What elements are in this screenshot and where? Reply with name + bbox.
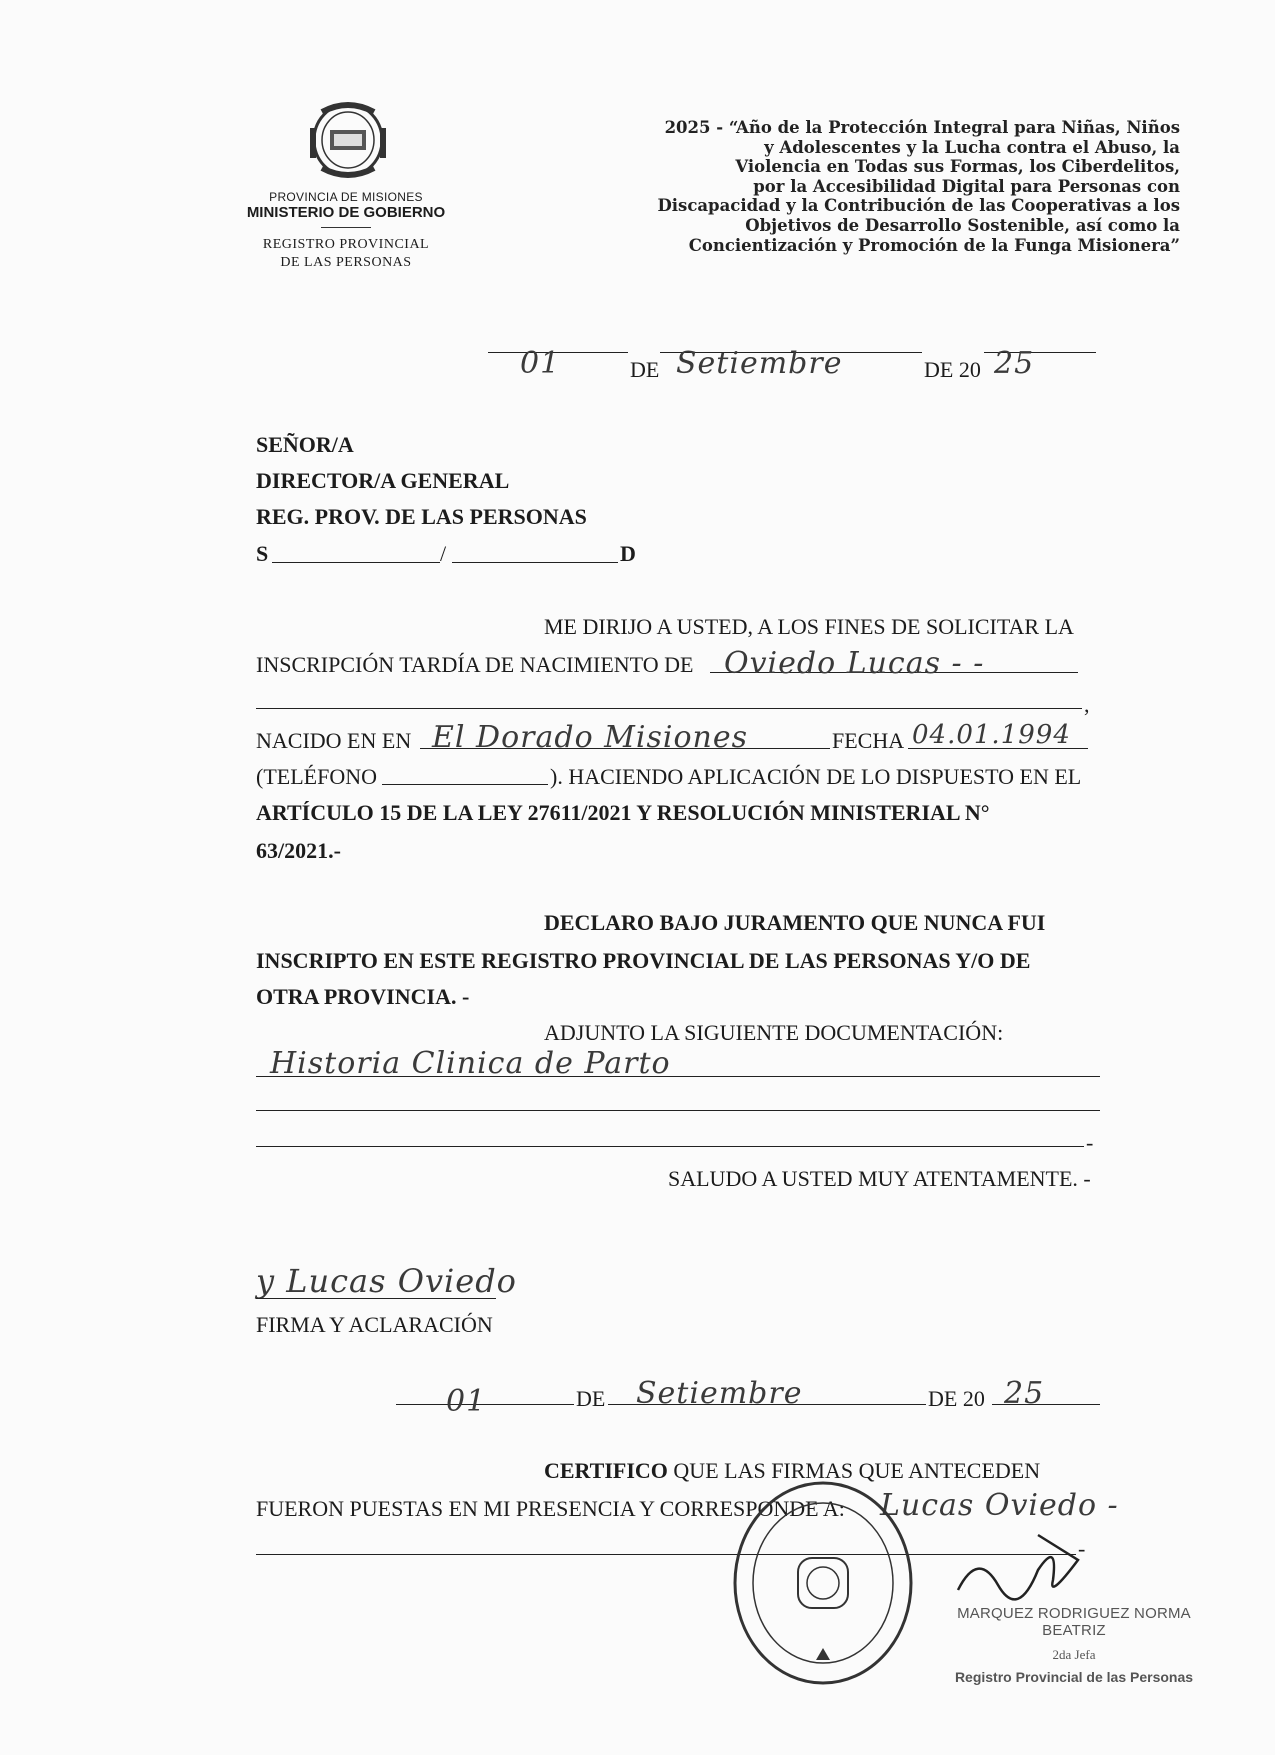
motto-line: Violencia en Todas sus Formas, los Ciberdelitos, <box>735 157 1180 177</box>
attach-label: ADJUNTO LA SIGUIENTE DOCUMENTACIÓN: <box>544 1020 1004 1045</box>
addressee-slash: / <box>440 541 447 566</box>
motto-line: Concientización y Promoción de la Funga Misionera” <box>688 235 1180 255</box>
phone-tail: ). HACIENDO APLICACIÓN DE LO DISPUESTO EN EL <box>550 764 1082 789</box>
declaration-line1: DECLARO BAJO JURAMENTO QUE NUNCA FUI <box>544 910 1046 935</box>
year-motto <box>540 118 1180 255</box>
certify-word: CERTIFICO <box>544 1458 668 1483</box>
certify-line2: FUERON PUESTAS EN MI PRESENCIA Y CORRESPONDE A: <box>256 1496 845 1521</box>
date1-month: Setiembre <box>676 346 843 381</box>
date2-day: 01 <box>446 1384 487 1419</box>
name-comma: , <box>1084 692 1090 717</box>
addressee-blank-1[interactable] <box>272 562 440 563</box>
declaration-line2: INSCRIPTO EN ESTE REGISTRO PROVINCIAL DE LAS PERSONAS Y/O DE <box>256 948 1031 973</box>
addressee-d: D <box>620 541 636 566</box>
official-signature-icon <box>948 1530 1098 1610</box>
org-ministry: MINISTERIO DE GOBIERNO <box>246 204 446 221</box>
stamp-text <box>736 1640 772 1641</box>
born-value: El Dorado Misiones <box>432 720 749 755</box>
official-name: MARQUEZ RODRIGUEZ NORMA BEATRIZ <box>957 1605 1191 1639</box>
certify-dash: - <box>1078 1536 1086 1561</box>
attach-line-3[interactable] <box>256 1146 1084 1147</box>
official-stamp-icon <box>728 1478 918 1688</box>
name-continuation-line[interactable] <box>256 708 1082 709</box>
fecha-label: FECHA <box>832 728 905 753</box>
certify-rest: QUE LAS FIRMAS QUE ANTECEDEN <box>667 1458 1041 1483</box>
name-value: Oviedo Lucas - - <box>724 646 985 681</box>
signature-label: FIRMA Y ACLARACIÓN <box>256 1312 493 1337</box>
motto-line: Discapacidad y la Contribución de las Cooperativas a los <box>657 196 1180 216</box>
certify-value: Lucas Oviedo - <box>880 1488 1119 1523</box>
fecha-value: 04.01.1994 <box>912 720 1071 750</box>
motto-line: 2025 - “Año de la Protección Integral para Niñas, Niños <box>664 118 1180 137</box>
org-registry-2: DE LAS PERSONAS <box>280 255 412 270</box>
attach-line-2[interactable] <box>256 1110 1100 1111</box>
attach-value: Historia Clinica de Parto <box>270 1046 671 1081</box>
date1-year: 25 <box>994 346 1035 381</box>
header-divider <box>321 227 371 228</box>
closing: SALUDO A USTED MUY ATENTAMENTE. - <box>668 1166 1091 1191</box>
header-organization <box>226 190 466 272</box>
addressee-line2: DIRECTOR/A GENERAL <box>256 468 510 493</box>
law-line2: 63/2021.- <box>256 838 341 863</box>
request-line1: ME DIRIJO A USTED, A LOS FINES DE SOLICITAR LA <box>544 614 1074 639</box>
date1-de-year: DE 20 <box>924 357 981 382</box>
official-office: Registro Provincial de las Personas <box>954 1669 1194 1685</box>
applicant-signature: y Lucas Oviedo <box>256 1262 517 1300</box>
declaration-line3: OTRA PROVINCIA. - <box>256 984 470 1009</box>
attach-dash: - <box>1086 1130 1094 1155</box>
date1-de: DE <box>630 357 660 382</box>
org-province: PROVINCIA DE MISIONES <box>269 190 423 204</box>
date1-day: 01 <box>520 346 561 381</box>
date2-month: Setiembre <box>636 1376 803 1411</box>
addressee-line1: SEÑOR/A <box>256 432 354 457</box>
motto-line: por la Accesibilidad Digital para Personas con <box>753 176 1180 196</box>
motto-line: Objetivos de Desarrollo Sostenible, así como la <box>745 215 1180 235</box>
addressee-blank-2[interactable] <box>452 562 618 563</box>
request-line2: INSCRIPCIÓN TARDÍA DE NACIMIENTO DE <box>256 652 694 677</box>
official-role: 2da Jefa <box>1052 1647 1096 1662</box>
addressee-line3: REG. PROV. DE LAS PERSONAS <box>256 504 587 529</box>
date2-year: 25 <box>1004 1376 1045 1411</box>
signature-line[interactable] <box>256 1298 496 1299</box>
date2-de-year: DE 20 <box>928 1386 985 1411</box>
org-registry-1: REGISTRO PROVINCIAL <box>262 237 430 252</box>
motto-line: y Adolescentes y la Lucha contra el Abuso, la <box>764 137 1180 157</box>
phone-line[interactable] <box>382 784 548 785</box>
law-line1: ARTÍCULO 15 DE LA LEY 27611/2021 Y RESOLUCIÓN MINISTERIAL N° <box>256 800 990 825</box>
province-crest-icon <box>304 100 392 180</box>
phone-label: (TELÉFONO <box>256 764 377 789</box>
official-block <box>944 1605 1204 1685</box>
addressee-s: S <box>256 541 269 566</box>
born-label: NACIDO EN EN <box>256 728 412 753</box>
date2-de: DE <box>576 1386 606 1411</box>
